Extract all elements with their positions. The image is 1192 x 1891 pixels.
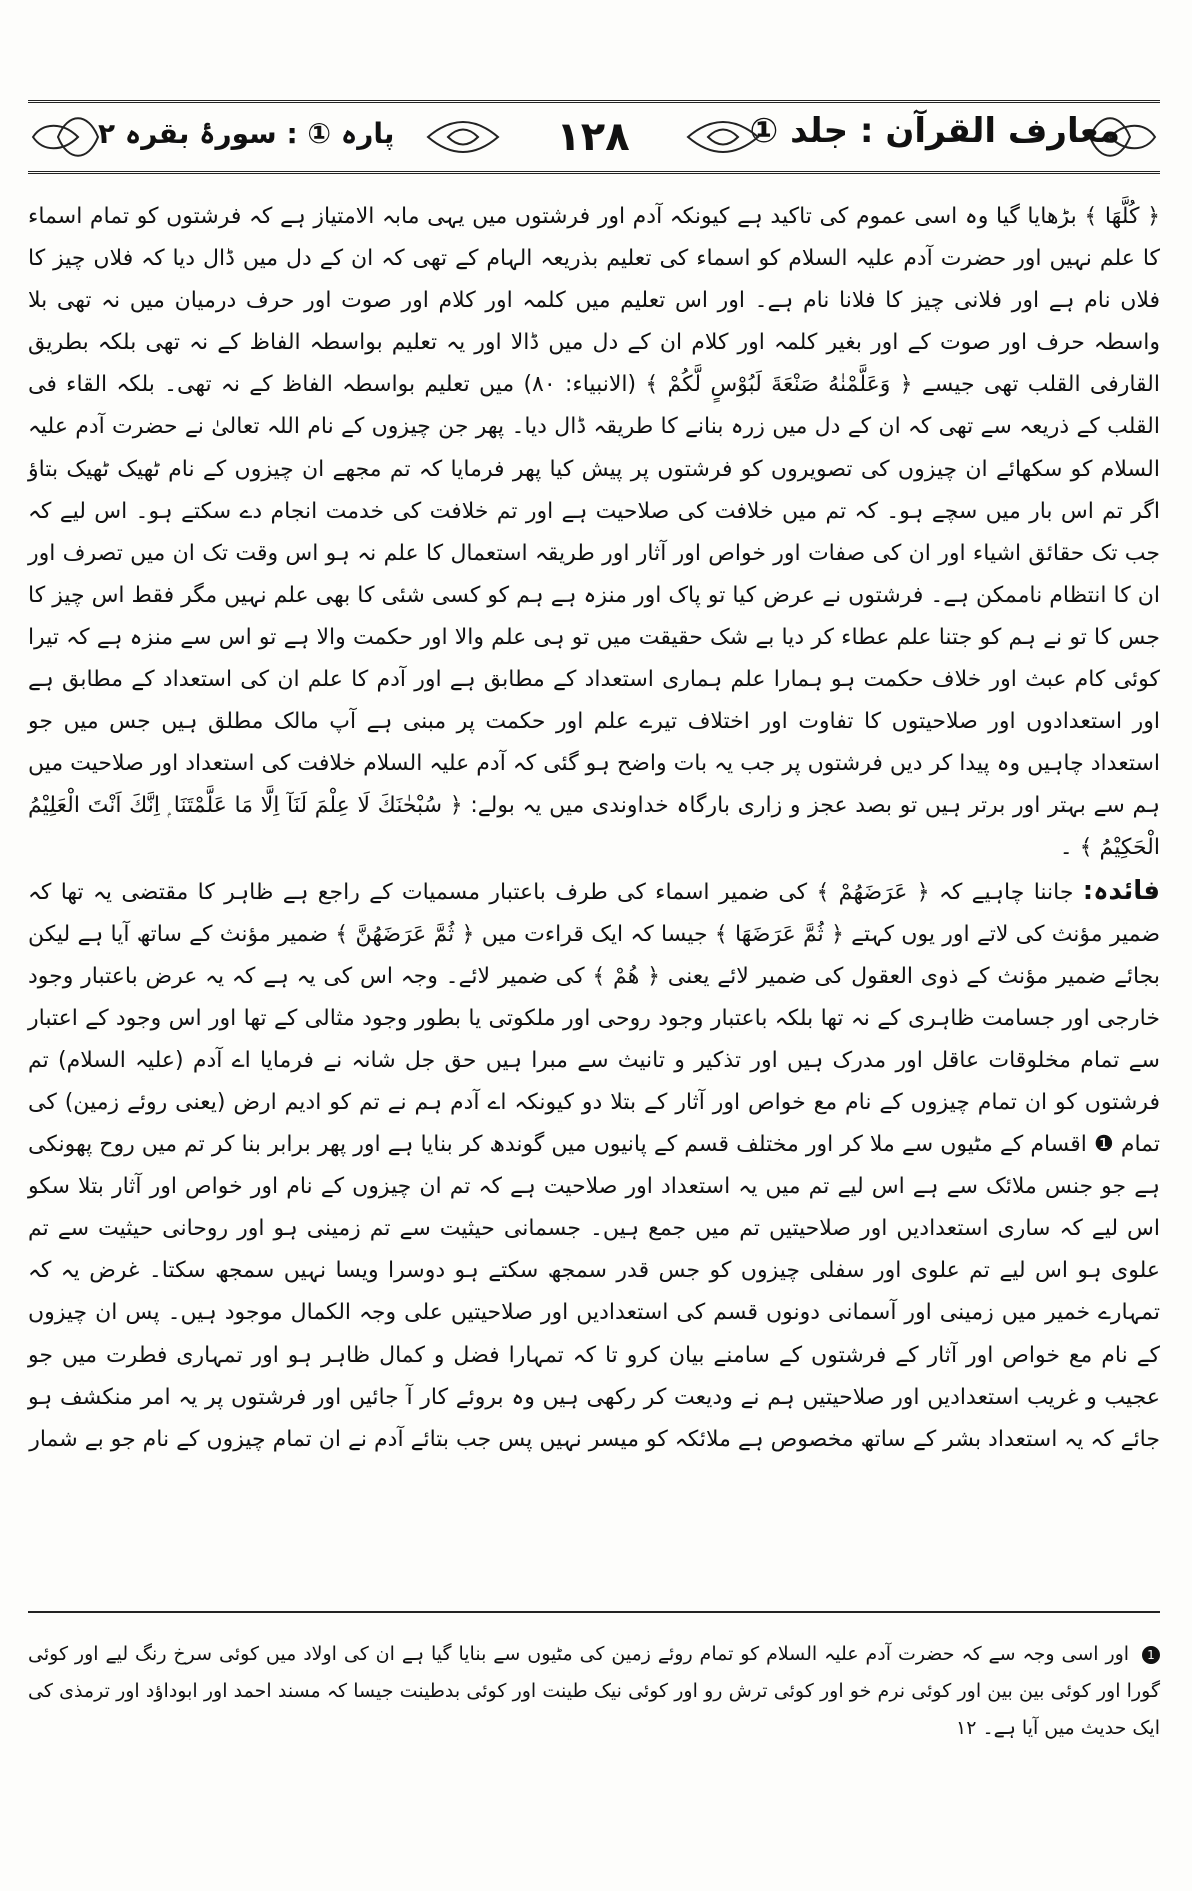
ornament-icon	[423, 107, 503, 167]
ornament-icon	[683, 107, 763, 167]
note-text: جاننا چاہیے کہ ﴿ عَرَضَهُمْ ﴾ کی ضمیر اسماء کی طرف باعتبار مسمیات کے راجع ہے ظاہر کا مقتضی یہ تھا کہ ضمیر مؤنث کی لاتے اور یوں کہتے ﴿ ثُمَّ عَرَضَهَا ﴾ جیسا کہ ایک قراءت میں ﴿ ثُمَّ عَرَضَهُنَّ ﴾ ضمیر مؤنث کے ساتھ آیا ہے لیکن بجائے ضمیر مؤنث کے ذوی العقول کی ضمیر لائے یعنی ﴿ هُمْ ﴾ کی ضمیر لائے۔ وجہ اس کی یہ ہے کہ یہ عرض باعتبار وجود خارجی اور جسامت ظاہری کے نہ تھا بلکہ باعتبار وجود روحی اور ملکوتی یا بطور وجود مثالی کے تھا اور اس وجود کے اعتبار سے تمام مخلوقات عاقل اور مدرک ہیں اور تذکیر و تانیث سے مبرا ہیں حق جل شانہ نے فرمایا اے آدم (علیہ السلام) تم فرشتوں کو ان تمام چیزوں کے نام مع خواص اور آثار کے بتلا دو کیونکہ اے آدم ہم نے تم کو ادیم ارض (یعنی روئے زمین) کی تمام ❶ اقسام کے مٹیوں سے ملا کر اور مختلف قسم کے پانیوں میں گوندھ کر بنایا ہے اور پھر برابر بنا کر تم میں روح پھونکی ہے جو جنس ملائک سے ہے اس لیے تم میں یہ استعداد اور صلاحیت ہے کہ تم ان چیزوں کے نام اور خواص اور آثار بتلا سکو اس لیے کہ ساری استعدادیں اور صلاحیتیں تم میں جمع ہیں۔ جسمانی حیثیت سے تم زمینی ہو اور روحانی حیثیت سے تم علوی ہو اس لیے تم علوی اور سفلی چیزوں کو جس قدر سمجھ سکتے ہو دوسرا ویسا نہیں سمجھ سکتا۔ غرض یہ کہ تمہارے خمیر میں زمینی اور آسمانی دونوں قسم کی استعدادیں اور صلاحیتیں علی وجہ الکمال موجود ہیں۔ پس ان چیزوں کے نام مع خواص اور آثار کے فرشتوں کے سامنے بیان کرو تا کہ تمہارا فضل و کمال ظاہر ہو اور تمہاری فطرت میں جو عجیب و غریب استعدادیں اور صلاحیتیں ہم نے ودیعت کر رکھی ہیں وہ بروئے کار آ جائیں اور فرشتوں پر یہ امر منکشف ہو جائے کہ یہ استعداد بشر کے ساتھ مخصوص ہے ملائکہ کو میسر نہیں پس جب بتائے آدم نے ان تمام چیزوں کے نام جو بے شمار	[28, 879, 1160, 1452]
ornament-icon	[28, 107, 108, 167]
footnote	[28, 1636, 1160, 1747]
book-title: معارف القرآن : جلد ①	[749, 111, 1120, 151]
footnote-text: اور اسی وجہ سے کہ حضرت آدم علیہ السلام کو تمام روئے زمین کی مٹیوں سے بنایا گیا ہے ان کی اولاد میں کوئی سرخ رنگ لیے اور کوئی گورا اور کوئی بین بین اور کوئی نرم خو اور کوئی ترش رو اور کوئی نیک طینت اور کوئی بدطینت جیسا کہ مسند احمد اور ابوداؤد اور ترمذی کی ایک حدیث میں آیا ہے۔ ۱۲	[28, 1643, 1160, 1739]
page-header	[28, 100, 1160, 174]
footnote-marker: 1	[1142, 1646, 1160, 1664]
footnote-divider	[28, 1611, 1160, 1613]
main-text	[28, 196, 1160, 1461]
section-label: پارہ ① : سورۂ بقرہ ۲	[98, 117, 395, 150]
note-paragraph	[28, 870, 1160, 1461]
note-label: فائدہ:	[1082, 875, 1160, 906]
page-number: ۱۲۸	[556, 114, 630, 160]
paragraph: ﴿ كُلَّهَا ﴾ بڑھایا گیا وہ اسی عموم کی تاکید ہے کیونکہ آدم اور فرشتوں میں یہی مابہ الامتیاز ہے کہ فرشتوں کو تمام اسماء کا علم نہیں اور حضرت آدم علیہ السلام کو اسماء کی تعلیم بذریعہ الہام کے تھی کہ ان کے دل میں ڈال دیا کہ فلاں چیز کا فلاں نام ہے اور فلانی چیز کا فلانا نام ہے۔ اور اس تعلیم میں کلمہ اور کلام اور صوت اور حرف درمیان میں نہ تھی بلا واسطہ حرف اور صوت کے اور بغیر کلمہ اور کلام ان کے دل میں ڈالا اور یہ تعلیم بواسطہ الفاظ کے نہ تھی بلکہ بطریق القارفی القلب تھی جیسے ﴿ وَعَلَّمْنٰهُ صَنْعَةَ لَبُوْسٍ لَّكُمْ ﴾ (الانبیاء: ۸۰) میں تعلیم بواسطہ الفاظ کے نہ تھی۔ بلکہ القاء فی القلب کے ذریعہ سے تھی کہ ان کے دل میں زرہ بنانے کا طریقہ ڈال دیا۔ پھر جن چیزوں کے نام اللہ تعالیٰ نے حضرت آدم علیہ السلام کو سکھائے ان چیزوں کی تصویروں کو فرشتوں پر پیش کیا پھر فرمایا کہ تم مجھے ان چیزوں کے نام ٹھیک ٹھیک بتاؤ اگر تم اس بار میں سچے ہو۔ کہ تم میں خلافت کی صلاحیت ہے اور تم خلافت کی خدمت انجام دے سکتے ہو۔ اس لیے کہ جب تک حقائق اشیاء اور ان کی صفات اور خواص اور آثار اور طریقہ استعمال کا علم نہ ہو اس وقت تک ان میں تصرف اور ان کا انتظام ناممکن ہے۔ فرشتوں نے عرض کیا تو پاک اور منزہ ہے ہم کو کسی شئی کا بھی علم نہیں مگر فقط اس چیز کا جس کا تو نے ہم کو جتنا علم عطاء کر دیا بے شک حقیقت میں تو ہی علم والا اور حکمت والا ہے تو اس سے منزہ ہے کہ تیرا کوئی کام عبث اور خلاف حکمت ہو ہمارا علم ہماری استعداد کے مطابق ہے اور آدم کا علم ان کی استعداد کے مطابق ہے اور استعدادوں اور صلاحیتوں کا تفاوت اور اختلاف تیرے علم اور حکمت پر مبنی ہے آپ مالک مطلق ہیں جس میں جو استعداد چاہیں وہ پیدا کر دیں فرشتوں پر جب یہ بات واضح ہو گئی کہ آدم علیہ السلام خلافت کی استعداد اور صلاحیت میں ہم سے بہتر اور برتر ہیں تو بصد عجز و زاری بارگاہ خداوندی میں یہ بولے: ﴿ سُبْحٰنَكَ لَا عِلْمَ لَنَآ اِلَّا مَا عَلَّمْتَنَا ۭ اِنَّكَ اَنْتَ الْعَلِيْمُ الْحَكِيْمُ ﴾ ۔	[28, 204, 1160, 861]
